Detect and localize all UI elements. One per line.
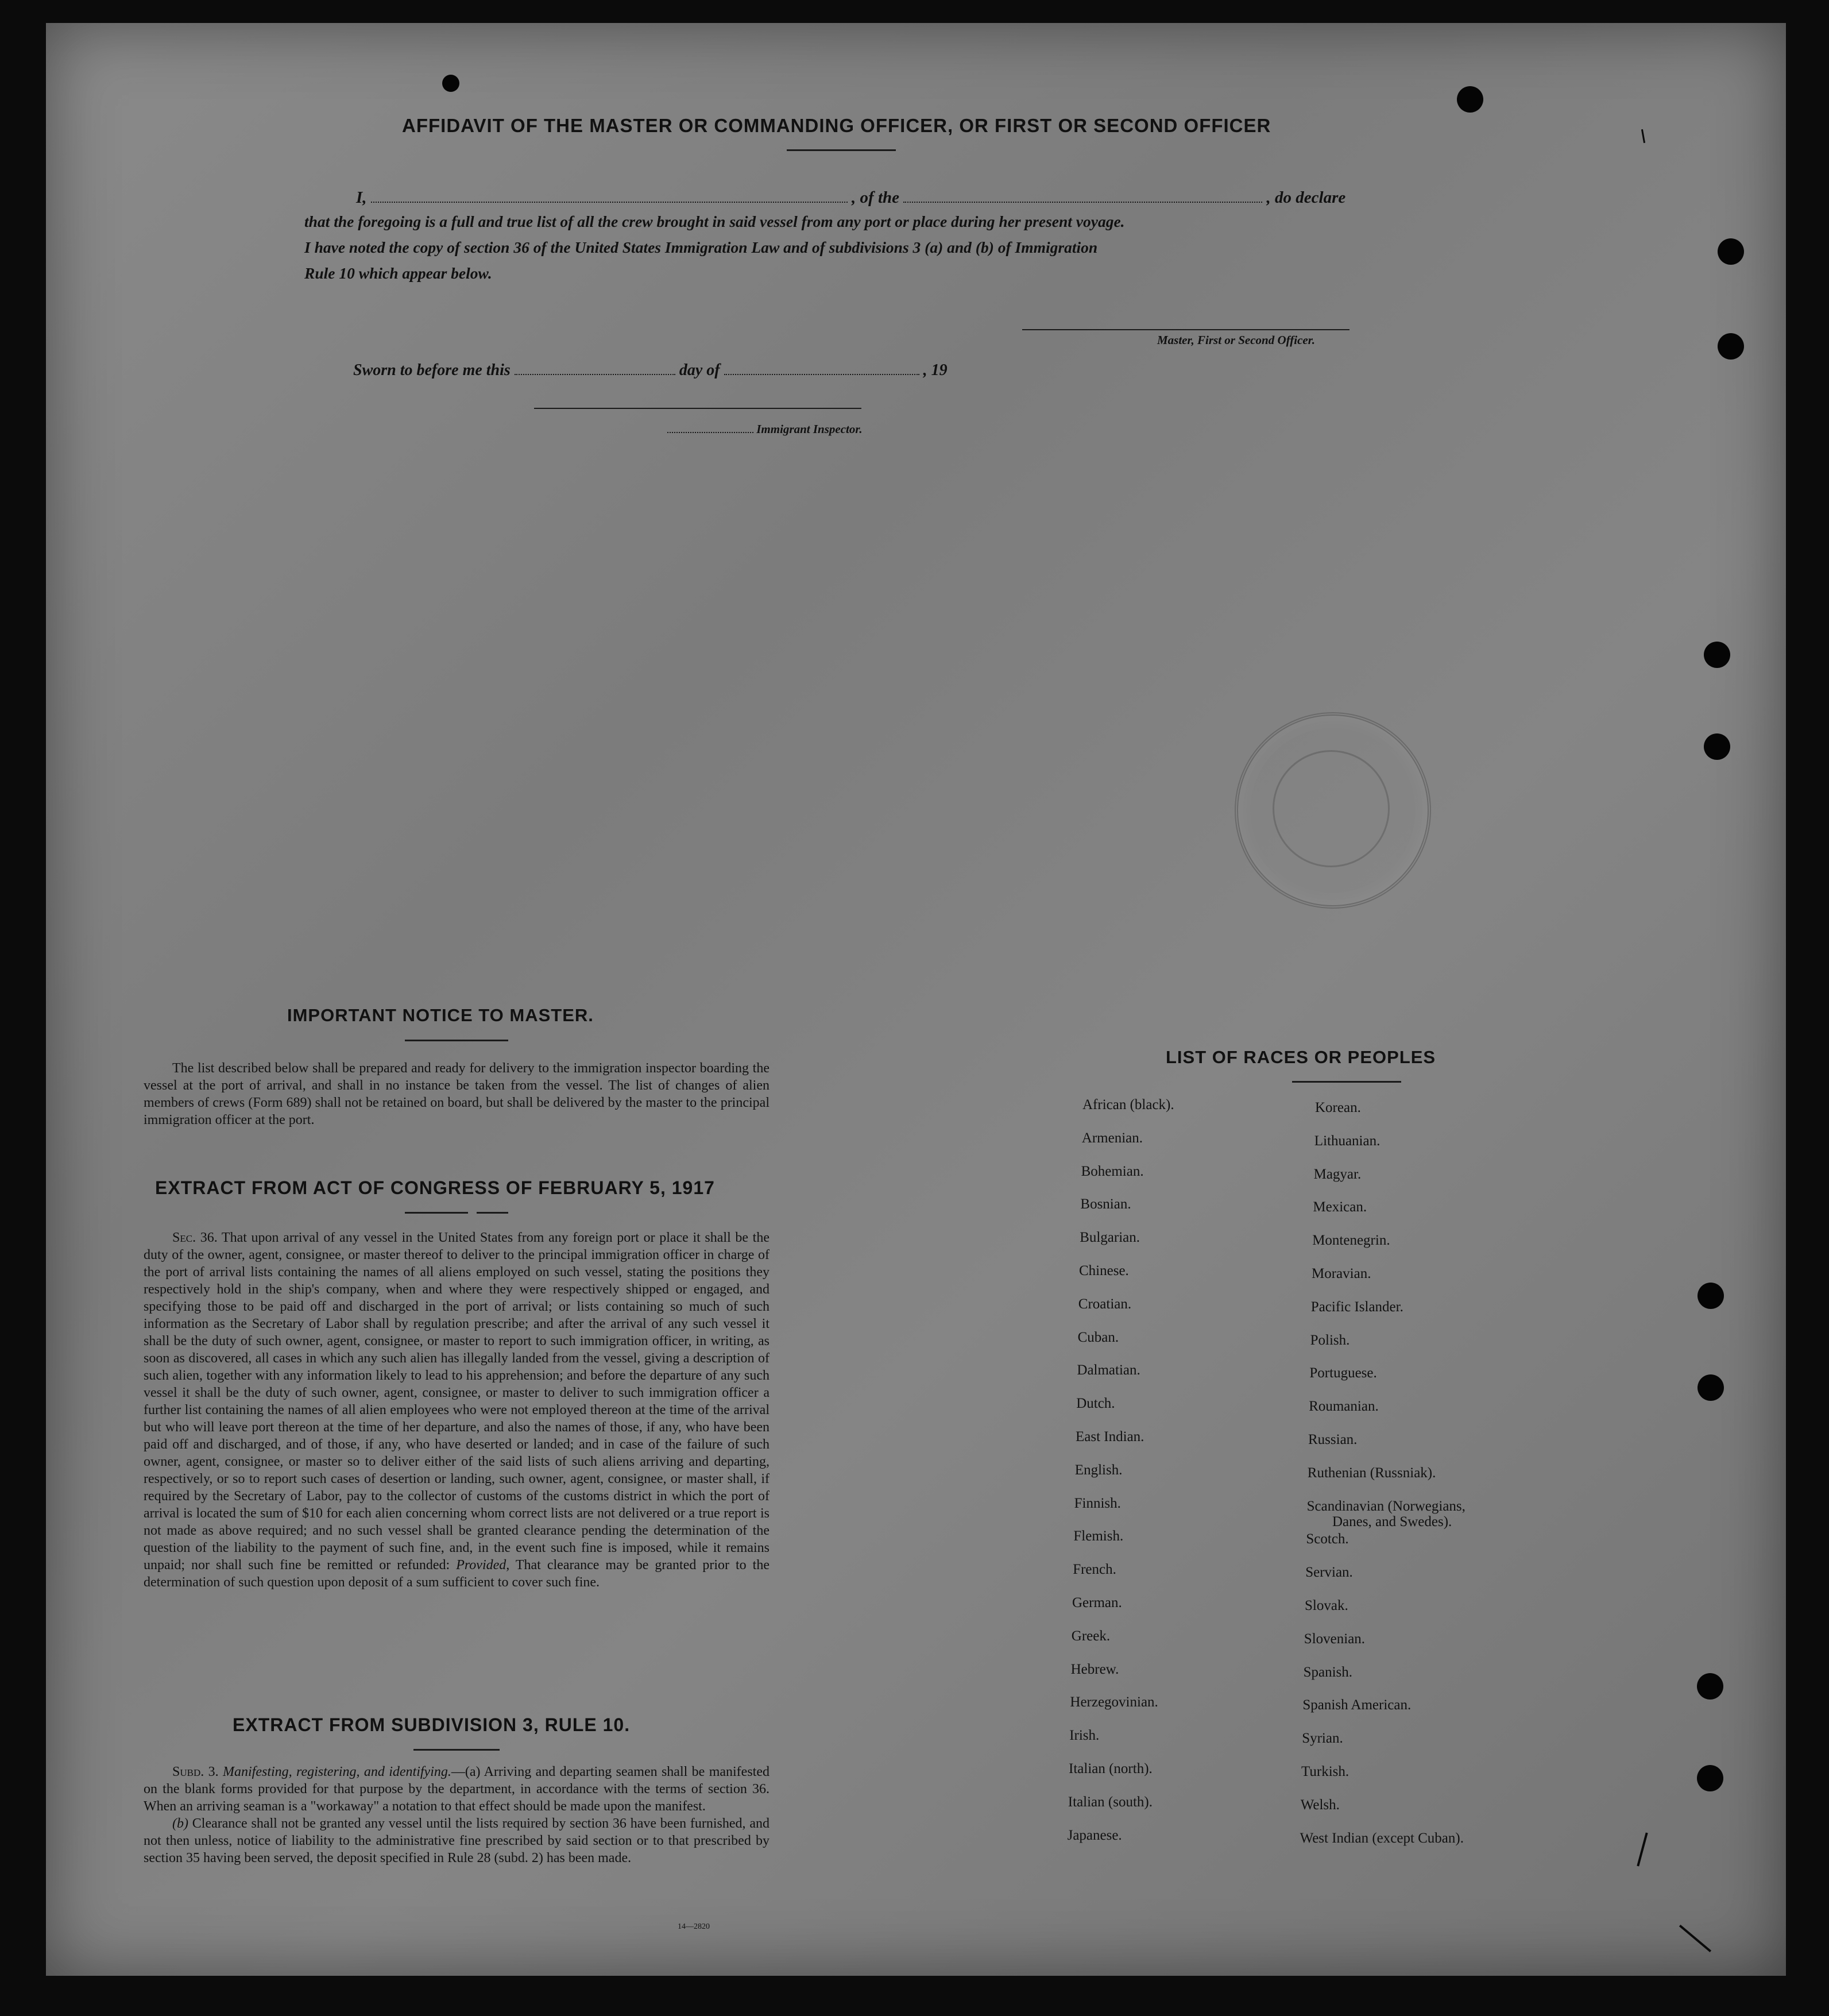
race-item: African (black). bbox=[1082, 1097, 1174, 1113]
race-item: East Indian. bbox=[1076, 1429, 1144, 1445]
race-item: Finnish. bbox=[1074, 1495, 1121, 1511]
race-item: Bohemian. bbox=[1081, 1163, 1144, 1179]
race-item: Chinese. bbox=[1079, 1263, 1129, 1279]
race-item: Ruthenian (Russniak). bbox=[1307, 1465, 1436, 1481]
proviso-label: Provided, bbox=[456, 1558, 510, 1573]
races-title-rule bbox=[1292, 1081, 1401, 1083]
race-item: Turkish. bbox=[1301, 1764, 1349, 1779]
rule-extract-block bbox=[144, 1763, 770, 1867]
day-of-label: day of bbox=[679, 361, 720, 379]
race-item: Irish. bbox=[1069, 1728, 1100, 1744]
punch-hole bbox=[1697, 1673, 1723, 1700]
vessel-name-field[interactable] bbox=[903, 187, 1262, 203]
para-b-label: (b) bbox=[172, 1816, 188, 1831]
race-item: Roumanian. bbox=[1309, 1399, 1379, 1415]
race-item: Japanese. bbox=[1067, 1827, 1122, 1843]
pen-mark bbox=[1679, 1925, 1711, 1952]
subd-heading: Manifesting, registering, and identifying. bbox=[223, 1764, 451, 1779]
race-item: Dutch. bbox=[1076, 1396, 1115, 1412]
section-label: Sec. 36. bbox=[172, 1230, 218, 1245]
race-item: Scotch. bbox=[1306, 1531, 1349, 1547]
punch-hole bbox=[1697, 1283, 1724, 1309]
subd-para-b: Clearance shall not be granted any vessel until the lists required by section 36 have been furnished, and not then unless, notice of liability to the administrative fine prescribed by said section or to that prescribed by section 35 having been served, the deposit specified in Rule 28 (subd. 2) has been made. bbox=[144, 1816, 770, 1866]
race-item: French. bbox=[1073, 1562, 1116, 1578]
act-extract-block bbox=[144, 1229, 770, 1591]
punch-hole bbox=[1457, 86, 1483, 113]
master-signature-line[interactable] bbox=[1022, 329, 1349, 330]
punch-hole bbox=[1704, 642, 1730, 668]
inspector-signature-line[interactable] bbox=[534, 408, 861, 409]
notice-title: IMPORTANT NOTICE TO MASTER. bbox=[287, 1005, 594, 1025]
act-paragraph bbox=[144, 1229, 770, 1591]
pen-mark bbox=[1641, 129, 1645, 143]
race-item: Danes, and Swedes). bbox=[1332, 1513, 1452, 1530]
document-sheet bbox=[46, 23, 1786, 1976]
races-title: LIST OF RACES OR PEOPLES bbox=[1166, 1047, 1436, 1067]
race-item: West Indian (except Cuban). bbox=[1300, 1830, 1464, 1846]
race-item: Montenegrin. bbox=[1312, 1233, 1390, 1249]
declarant-name-field[interactable] bbox=[371, 187, 848, 203]
subd-label: Subd. 3. bbox=[172, 1764, 219, 1779]
race-item: Spanish. bbox=[1303, 1664, 1353, 1680]
punch-hole bbox=[1718, 238, 1744, 265]
race-item: English. bbox=[1074, 1462, 1123, 1478]
act-extract-title: EXTRACT FROM ACT OF CONGRESS OF FEBRUARY 5, 1917 bbox=[155, 1177, 715, 1198]
race-item: Lithuanian. bbox=[1314, 1133, 1381, 1149]
declare-label: , do declare bbox=[1266, 188, 1346, 207]
race-item: Bosnian. bbox=[1080, 1196, 1131, 1212]
race-item: Portuguese. bbox=[1309, 1365, 1377, 1381]
race-item: Italian (north). bbox=[1069, 1761, 1153, 1776]
affidavit-line-3: I have noted the copy of section 36 of the United States Immigration Law and of subdivisions 3 (a) and (b) of Immigration bbox=[304, 238, 1098, 256]
notice-text: The list described below shall be prepared and ready for delivery to the immigration inspector boarding the vessel at the port of arrival, and shall in no instance be taken from the vessel. The list of changes of alien members of crews (Form 689) shall not be retained on board, but shall be delivered by the master to the principal immigration officer at the port. bbox=[144, 1061, 770, 1127]
race-item: Cuban. bbox=[1077, 1329, 1119, 1345]
race-item: Herzegovinian. bbox=[1070, 1694, 1158, 1710]
subd-para-a: —(a) Arriving and departing seamen shall be manifested on the blank forms provided for that purpose by the department, in accordance with the terms of section 36. When an arriving seaman is a "workaway" a notation to that effect should be made upon the manifest. bbox=[144, 1764, 770, 1814]
rule-paragraph-a bbox=[144, 1763, 770, 1815]
inspector-caption: Immigrant Inspector. bbox=[756, 422, 863, 436]
punch-hole bbox=[1718, 333, 1744, 360]
embossed-seal bbox=[1235, 712, 1431, 909]
race-item: Italian (south). bbox=[1068, 1794, 1153, 1810]
rule-paragraph-b bbox=[144, 1815, 770, 1867]
race-item: Mexican. bbox=[1313, 1199, 1367, 1215]
race-item: Flemish. bbox=[1073, 1528, 1124, 1544]
sworn-day-field[interactable] bbox=[515, 359, 675, 375]
pen-mark bbox=[1637, 1833, 1648, 1867]
notice-title-rule bbox=[405, 1040, 508, 1041]
form-number: 14—2820 bbox=[678, 1922, 710, 1931]
race-item: Spanish American. bbox=[1302, 1697, 1412, 1713]
rule-extract-title: EXTRACT FROM SUBDIVISION 3, RULE 10. bbox=[233, 1714, 631, 1735]
race-item: Slovenian. bbox=[1304, 1631, 1366, 1647]
punch-hole bbox=[442, 75, 459, 92]
punch-hole bbox=[1697, 1374, 1724, 1401]
race-item: Moravian. bbox=[1312, 1266, 1371, 1281]
declarant-pronoun: I, bbox=[356, 188, 367, 207]
of-the-label: , of the bbox=[852, 188, 900, 207]
race-item: German. bbox=[1072, 1595, 1122, 1611]
punch-hole bbox=[1704, 733, 1730, 760]
rule-title-rule bbox=[413, 1749, 500, 1751]
race-item: Servian. bbox=[1305, 1565, 1353, 1581]
punch-hole bbox=[1697, 1765, 1723, 1791]
sworn-prefix: Sworn to before me this bbox=[353, 361, 511, 379]
race-item: Korean. bbox=[1315, 1100, 1361, 1115]
race-item: Russian. bbox=[1308, 1432, 1358, 1447]
master-signature-caption: Master, First or Second Officer. bbox=[1157, 333, 1315, 347]
race-item: Polish. bbox=[1310, 1332, 1350, 1348]
inspector-name-dots bbox=[667, 424, 753, 433]
notice-text-block bbox=[144, 1060, 770, 1129]
race-item: Syrian. bbox=[1302, 1731, 1343, 1747]
race-item: Scandinavian (Norwegians, bbox=[1306, 1498, 1465, 1514]
proviso-text: That clearance may be granted prior to the determination of such question upon deposit of a sum sufficient to cover such fine. bbox=[144, 1558, 770, 1590]
inspector-caption-block bbox=[667, 422, 863, 437]
act-title-rule-1 bbox=[405, 1212, 468, 1214]
race-item: Dalmatian. bbox=[1077, 1362, 1140, 1378]
race-item: Slovak. bbox=[1305, 1598, 1348, 1613]
section-text: That upon arrival of any vessel in the United States from any foreign port or place it shall be the duty of the owner, agent, consignee, or master thereof to deliver to the principal immigration officer in charge of the port of arrival lists containing the names of all aliens employed on such vessel, stating the positions they respectively hold in the ship's company, when and where they were respectively shipped or engaged, and specifying those to be paid off and discharged in the port of arrival; or lists containing so much of such information as the Secretary of Labor shall by regulation prescribe; and after the arrival of any such vessel it shall be the duty of such owner, agent, consignee, or master to report to such immigration officer, in writing, as soon as discovered, all cases in which any such alien has illegally landed from the vessel, giving a description of such alien, together with any information likely to lead to his apprehension; and before the departure of any such vessel it shall be the duty of such owner, agent, consignee, or master to deliver to such immigration officer a further list containing the names of all alien employees who were not employed thereon at the time of the arrival but who will leave port thereon at the time of her departure, and also the names of those, if any, who have been paid off and discharged, and of those, if any, who have deserted or landed; and in case of the failure of such owner, agent, consignee, or master so to deliver either of the said lists of such aliens arriving and departing, respectively, or so to report such cases of desertion or landing, such owner, agent, consignee, or master shall, if required by the Secretary of Labor, pay to the collector of customs of the customs district in which the port of arrival is located the sum of $10 for each alien concerning whom correct lists are not delivered or a true report is not made as above required; and no such vessel shall be granted clearance pending the determination of the question of the liability to the payment of such fine, and, in the event such fine is imposed, while it remains unpaid; nor shall such fine be remitted or refunded: bbox=[144, 1230, 770, 1573]
year-label: , 19 bbox=[923, 361, 948, 379]
title-rule bbox=[787, 149, 896, 151]
affidavit-line-4: Rule 10 which appear below. bbox=[304, 264, 492, 282]
affidavit-title: AFFIDAVIT OF THE MASTER OR COMMANDING OFFICER, OR FIRST OR SECOND OFFICER bbox=[402, 115, 1271, 136]
race-item: Greek. bbox=[1071, 1628, 1111, 1644]
act-title-rule-2 bbox=[477, 1212, 508, 1214]
race-item: Hebrew. bbox=[1070, 1661, 1119, 1677]
race-item: Pacific Islander. bbox=[1310, 1299, 1403, 1315]
race-item: Magyar. bbox=[1313, 1166, 1362, 1182]
race-item: Croatian. bbox=[1078, 1296, 1132, 1312]
sworn-month-field[interactable] bbox=[724, 359, 919, 375]
race-item: Welsh. bbox=[1300, 1797, 1340, 1813]
sworn-line bbox=[353, 359, 948, 380]
race-item: Armenian. bbox=[1081, 1130, 1143, 1146]
affidavit-line-1 bbox=[356, 187, 1345, 207]
race-item: Bulgarian. bbox=[1080, 1230, 1140, 1246]
affidavit-line-2: that the foregoing is a full and true list of all the crew brought in said vessel from any port or place during her present voyage. bbox=[304, 213, 1125, 230]
